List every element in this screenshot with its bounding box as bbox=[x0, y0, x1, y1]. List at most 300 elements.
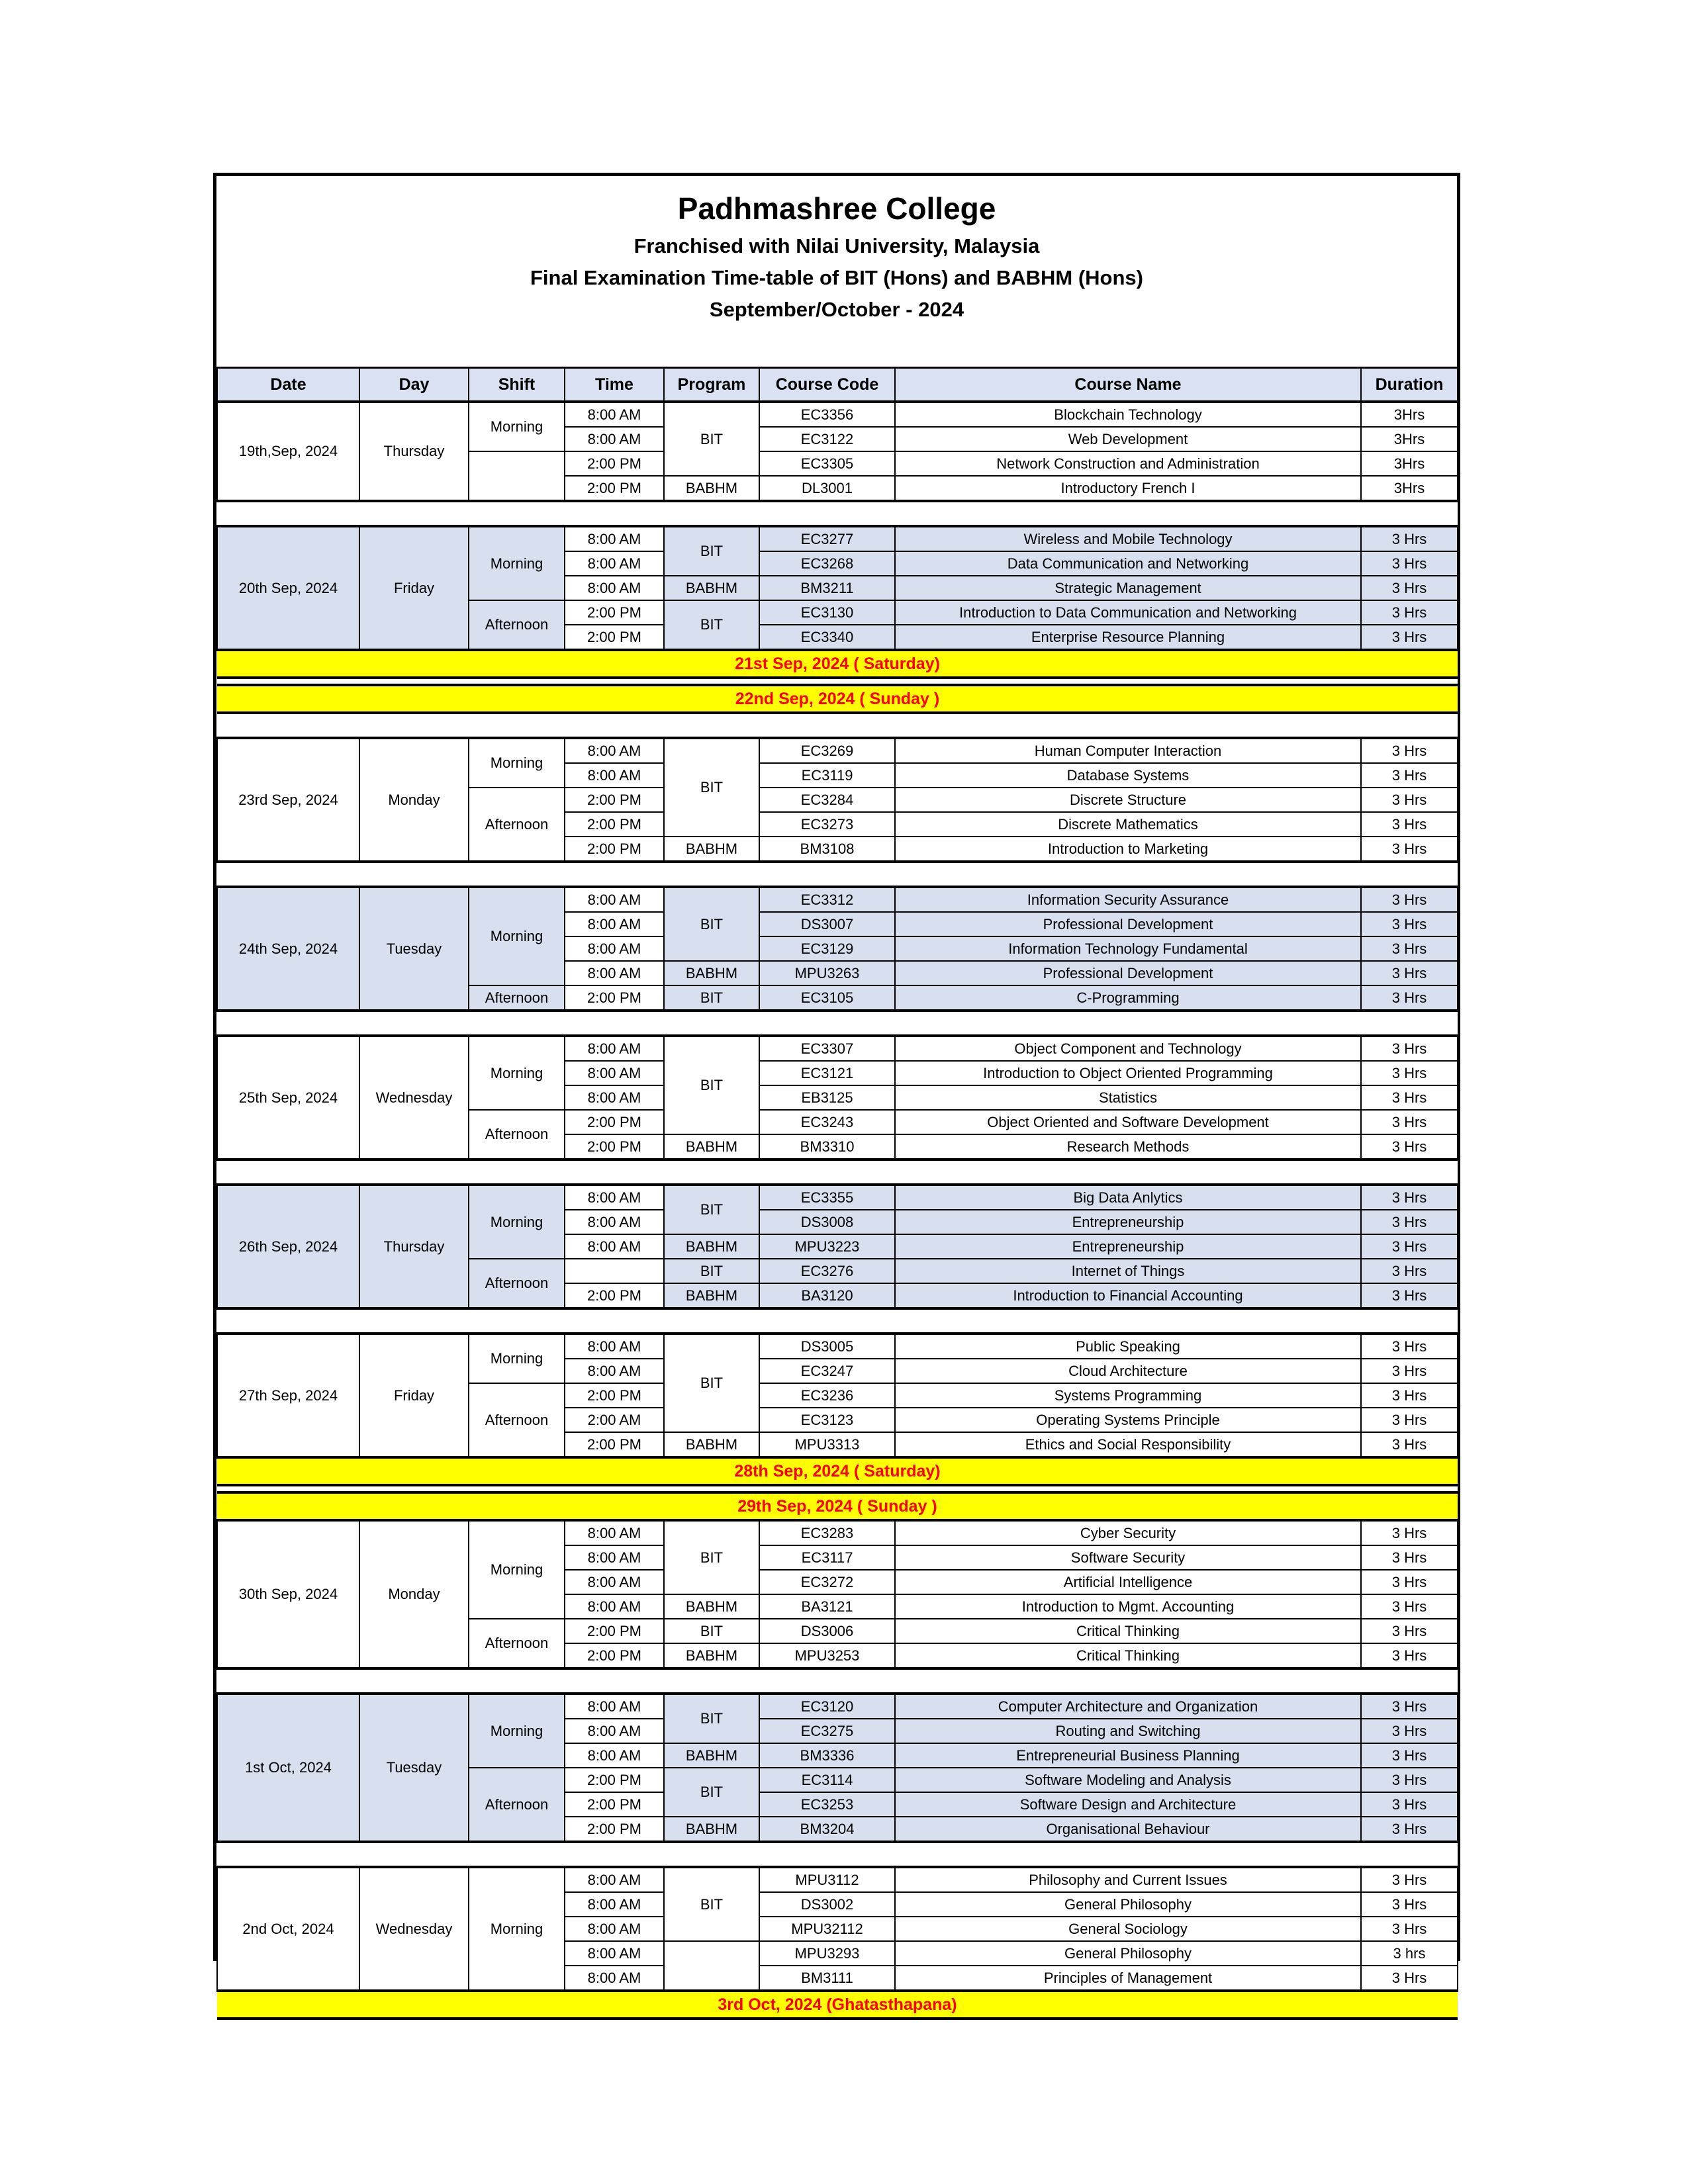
cell-duration: 3 Hrs bbox=[1361, 576, 1458, 600]
cell-course-code: EC3243 bbox=[759, 1110, 895, 1134]
timetable-body bbox=[217, 402, 1458, 2054]
cell-time bbox=[565, 1259, 664, 1283]
exam-row bbox=[217, 738, 1458, 763]
cell-time: 8:00 AM bbox=[565, 1234, 664, 1259]
cell-course-name: Wireless and Mobile Technology bbox=[895, 526, 1361, 551]
cell-course-name: Software Modeling and Analysis bbox=[895, 1768, 1361, 1792]
cell-duration: 3 Hrs bbox=[1361, 1619, 1458, 1643]
cell-time: 8:00 AM bbox=[565, 1061, 664, 1085]
cell-course-code: EC3276 bbox=[759, 1259, 895, 1283]
cell-time: 2:00 PM bbox=[565, 985, 664, 1011]
cell-course-code: BM3204 bbox=[759, 1817, 895, 1842]
cell-date: 24th Sep, 2024 bbox=[217, 887, 359, 1011]
cell-time: 2:00 PM bbox=[565, 1768, 664, 1792]
cell-course-name: Information Security Assurance bbox=[895, 887, 1361, 912]
cell-course-name: Introductory French I bbox=[895, 476, 1361, 501]
cell-time: 8:00 AM bbox=[565, 1966, 664, 1991]
cell-time: 8:00 AM bbox=[565, 551, 664, 576]
cell-duration: 3 Hrs bbox=[1361, 1359, 1458, 1383]
blank-cell bbox=[217, 2019, 1458, 2054]
cell-program: BIT bbox=[664, 1520, 759, 1594]
holiday-row bbox=[217, 1991, 1458, 2019]
spacer-cell bbox=[217, 1160, 1458, 1185]
cell-course-name: Cyber Security bbox=[895, 1520, 1361, 1545]
cell-course-name: Cloud Architecture bbox=[895, 1359, 1361, 1383]
cell-day: Thursday bbox=[359, 1185, 469, 1308]
cell-duration: 3 Hrs bbox=[1361, 1259, 1458, 1283]
cell-time: 2:00 PM bbox=[565, 1619, 664, 1643]
cell-date: 27th Sep, 2024 bbox=[217, 1334, 359, 1457]
cell-time: 8:00 AM bbox=[565, 1594, 664, 1619]
cell-duration: 3 Hrs bbox=[1361, 1185, 1458, 1210]
cell-date: 20th Sep, 2024 bbox=[217, 526, 359, 650]
cell-course-name: Principles of Management bbox=[895, 1966, 1361, 1991]
cell-program: BABHM bbox=[664, 1743, 759, 1768]
cell-program: BIT bbox=[664, 402, 759, 476]
cell-time: 2:00 PM bbox=[565, 837, 664, 862]
column-header: Duration bbox=[1361, 368, 1458, 402]
cell-day: Friday bbox=[359, 1334, 469, 1457]
cell-course-code: EC3117 bbox=[759, 1545, 895, 1570]
cell-duration: 3 Hrs bbox=[1361, 625, 1458, 650]
cell-duration: 3 Hrs bbox=[1361, 1408, 1458, 1432]
cell-time: 2:00 PM bbox=[565, 1817, 664, 1842]
cell-course-code: DL3001 bbox=[759, 476, 895, 501]
cell-program bbox=[664, 1941, 759, 1991]
cell-time: 8:00 AM bbox=[565, 912, 664, 936]
cell-course-code: EC3105 bbox=[759, 985, 895, 1011]
cell-time: 2:00 PM bbox=[565, 788, 664, 812]
cell-time: 8:00 AM bbox=[565, 1892, 664, 1917]
cell-time: 2:00 PM bbox=[565, 625, 664, 650]
cell-course-name: Introduction to Object Oriented Programming bbox=[895, 1061, 1361, 1085]
cell-shift: Morning bbox=[469, 887, 565, 985]
cell-time: 2:00 PM bbox=[565, 1432, 664, 1457]
cell-program: BIT bbox=[664, 1259, 759, 1283]
cell-course-code: EC3356 bbox=[759, 402, 895, 427]
document-sheet bbox=[213, 173, 1460, 2014]
cell-course-name: General Sociology bbox=[895, 1917, 1361, 1941]
cell-time: 2:00 PM bbox=[565, 600, 664, 625]
cell-duration: 3 Hrs bbox=[1361, 1134, 1458, 1160]
cell-course-name: Introduction to Data Communication and Networking bbox=[895, 600, 1361, 625]
cell-course-code: BM3108 bbox=[759, 837, 895, 862]
column-header: Course Code bbox=[759, 368, 895, 402]
cell-duration: 3 Hrs bbox=[1361, 961, 1458, 985]
cell-course-code: EC3273 bbox=[759, 812, 895, 837]
cell-duration: 3 Hrs bbox=[1361, 600, 1458, 625]
spacer-row bbox=[217, 1011, 1458, 1036]
cell-time: 8:00 AM bbox=[565, 1545, 664, 1570]
holiday-label: 28th Sep, 2024 ( Saturday) bbox=[217, 1457, 1458, 1485]
cell-course-code: EC3130 bbox=[759, 600, 895, 625]
cell-program: BABHM bbox=[664, 961, 759, 985]
franchise-line: Franchised with Nilai University, Malaysia bbox=[633, 234, 1040, 257]
cell-time: 8:00 AM bbox=[565, 526, 664, 551]
exam-title-line: Final Examination Time-table of BIT (Hons) and BABHM (Hons) bbox=[530, 266, 1143, 289]
cell-program: BIT bbox=[664, 738, 759, 837]
holiday-label: 21st Sep, 2024 ( Saturday) bbox=[217, 650, 1458, 678]
cell-duration: 3 Hrs bbox=[1361, 1594, 1458, 1619]
column-header: Time bbox=[565, 368, 664, 402]
cell-course-name: Internet of Things bbox=[895, 1259, 1361, 1283]
cell-date: 25th Sep, 2024 bbox=[217, 1036, 359, 1160]
cell-course-name: Computer Architecture and Organization bbox=[895, 1694, 1361, 1719]
cell-day: Friday bbox=[359, 526, 469, 650]
cell-shift: Afternoon bbox=[469, 1110, 565, 1160]
cell-time: 2:00 PM bbox=[565, 1383, 664, 1408]
cell-time: 8:00 AM bbox=[565, 1520, 664, 1545]
cell-program: BIT bbox=[664, 985, 759, 1011]
cell-course-code: MPU3253 bbox=[759, 1643, 895, 1668]
cell-course-name: C-Programming bbox=[895, 985, 1361, 1011]
cell-course-name: Data Communication and Networking bbox=[895, 551, 1361, 576]
college-name: Padhmashree College bbox=[677, 191, 996, 226]
cell-course-code: EC3268 bbox=[759, 551, 895, 576]
cell-program: BIT bbox=[664, 1185, 759, 1234]
session-line: September/October - 2024 bbox=[709, 298, 964, 321]
cell-course-code: BM3336 bbox=[759, 1743, 895, 1768]
cell-time: 2:00 PM bbox=[565, 1643, 664, 1668]
cell-course-code: DS3008 bbox=[759, 1210, 895, 1234]
cell-course-code: EC3275 bbox=[759, 1719, 895, 1743]
cell-course-code: MPU32112 bbox=[759, 1917, 895, 1941]
cell-time: 8:00 AM bbox=[565, 1867, 664, 1892]
cell-duration: 3 Hrs bbox=[1361, 912, 1458, 936]
cell-course-code: EC3307 bbox=[759, 1036, 895, 1061]
cell-course-name: Professional Development bbox=[895, 961, 1361, 985]
cell-course-name: Introduction to Mgmt. Accounting bbox=[895, 1594, 1361, 1619]
cell-duration: 3 Hrs bbox=[1361, 1432, 1458, 1457]
cell-course-name: Blockchain Technology bbox=[895, 402, 1361, 427]
holiday-label: 22nd Sep, 2024 ( Sunday ) bbox=[217, 685, 1458, 713]
timetable bbox=[216, 367, 1458, 2054]
cell-duration: 3 Hrs bbox=[1361, 1694, 1458, 1719]
cell-day: Monday bbox=[359, 738, 469, 862]
cell-shift: Morning bbox=[469, 1036, 565, 1110]
column-header: Date bbox=[217, 368, 359, 402]
cell-course-code: EC3355 bbox=[759, 1185, 895, 1210]
cell-course-code: BM3211 bbox=[759, 576, 895, 600]
cell-date: 19th,Sep, 2024 bbox=[217, 402, 359, 501]
cell-time: 2:00 PM bbox=[565, 1134, 664, 1160]
cell-course-name: Discrete Mathematics bbox=[895, 812, 1361, 837]
cell-course-name: Enterprise Resource Planning bbox=[895, 625, 1361, 650]
holiday-row bbox=[217, 685, 1458, 713]
cell-shift: Afternoon bbox=[469, 1768, 565, 1842]
cell-time: 2:00 PM bbox=[565, 451, 664, 476]
cell-shift: Afternoon bbox=[469, 985, 565, 1011]
cell-course-name: Professional Development bbox=[895, 912, 1361, 936]
cell-course-name: Entrepreneurial Business Planning bbox=[895, 1743, 1361, 1768]
exam-row bbox=[217, 1036, 1458, 1061]
cell-course-name: Software Security bbox=[895, 1545, 1361, 1570]
cell-time: 2:00 PM bbox=[565, 476, 664, 501]
cell-program: BABHM bbox=[664, 1134, 759, 1160]
cell-course-name: General Philosophy bbox=[895, 1892, 1361, 1917]
cell-course-name: Introduction to Marketing bbox=[895, 837, 1361, 862]
cell-program: BIT bbox=[664, 526, 759, 576]
exam-row bbox=[217, 1867, 1458, 1892]
cell-program: BABHM bbox=[664, 837, 759, 862]
cell-course-name: Strategic Management bbox=[895, 576, 1361, 600]
cell-time: 8:00 AM bbox=[565, 1036, 664, 1061]
cell-time: 8:00 AM bbox=[565, 1694, 664, 1719]
exam-row bbox=[217, 1694, 1458, 1719]
cell-course-code: MPU3313 bbox=[759, 1432, 895, 1457]
cell-course-name: Critical Thinking bbox=[895, 1619, 1361, 1643]
exam-row bbox=[217, 1334, 1458, 1359]
cell-time: 8:00 AM bbox=[565, 1743, 664, 1768]
cell-duration: 3 Hrs bbox=[1361, 738, 1458, 763]
cell-course-name: Network Construction and Administration bbox=[895, 451, 1361, 476]
cell-duration: 3Hrs bbox=[1361, 476, 1458, 501]
cell-duration: 3 Hrs bbox=[1361, 837, 1458, 862]
column-header: Program bbox=[664, 368, 759, 402]
cell-course-code: BA3121 bbox=[759, 1594, 895, 1619]
cell-program: BIT bbox=[664, 1619, 759, 1643]
cell-course-code: EB3125 bbox=[759, 1085, 895, 1110]
holiday-row bbox=[217, 1492, 1458, 1520]
cell-course-code: MPU3293 bbox=[759, 1941, 895, 1966]
cell-duration: 3 Hrs bbox=[1361, 1643, 1458, 1668]
cell-course-code: EC3129 bbox=[759, 936, 895, 961]
cell-shift bbox=[469, 451, 565, 501]
cell-shift: Afternoon bbox=[469, 1383, 565, 1457]
cell-course-name: Information Technology Fundamental bbox=[895, 936, 1361, 961]
cell-duration: 3Hrs bbox=[1361, 451, 1458, 476]
cell-program: BIT bbox=[664, 1768, 759, 1817]
cell-course-name: Routing and Switching bbox=[895, 1719, 1361, 1743]
cell-program: BABHM bbox=[664, 1643, 759, 1668]
gap-row bbox=[217, 1485, 1458, 1492]
cell-time: 8:00 AM bbox=[565, 1359, 664, 1383]
cell-duration: 3 Hrs bbox=[1361, 812, 1458, 837]
spacer-row bbox=[217, 1668, 1458, 1694]
cell-course-code: MPU3263 bbox=[759, 961, 895, 985]
cell-shift: Afternoon bbox=[469, 1619, 565, 1668]
cell-course-code: EC3247 bbox=[759, 1359, 895, 1383]
cell-duration: 3 Hrs bbox=[1361, 1383, 1458, 1408]
spacer-cell bbox=[217, 862, 1458, 887]
cell-shift: Morning bbox=[469, 1185, 565, 1259]
cell-course-name: Public Speaking bbox=[895, 1334, 1361, 1359]
cell-duration: 3 Hrs bbox=[1361, 1283, 1458, 1308]
cell-course-name: Web Development bbox=[895, 427, 1361, 451]
cell-time: 8:00 AM bbox=[565, 763, 664, 788]
cell-duration: 3 Hrs bbox=[1361, 1966, 1458, 1991]
cell-duration: 3 Hrs bbox=[1361, 1917, 1458, 1941]
cell-program: BIT bbox=[664, 1334, 759, 1432]
cell-duration: 3 Hrs bbox=[1361, 1792, 1458, 1817]
cell-time: 8:00 AM bbox=[565, 402, 664, 427]
spacer-row bbox=[217, 1308, 1458, 1334]
cell-time: 8:00 AM bbox=[565, 1570, 664, 1594]
cell-course-code: EC3269 bbox=[759, 738, 895, 763]
cell-program: BABHM bbox=[664, 576, 759, 600]
cell-time: 2:00 PM bbox=[565, 1283, 664, 1308]
holiday-label: 3rd Oct, 2024 (Ghatasthapana) bbox=[217, 1991, 1458, 2019]
cell-time: 8:00 AM bbox=[565, 1210, 664, 1234]
cell-course-code: EC3272 bbox=[759, 1570, 895, 1594]
cell-program: BABHM bbox=[664, 1283, 759, 1308]
cell-duration: 3 Hrs bbox=[1361, 1892, 1458, 1917]
spacer-row bbox=[217, 501, 1458, 526]
cell-duration: 3 hrs bbox=[1361, 1941, 1458, 1966]
cell-duration: 3 Hrs bbox=[1361, 788, 1458, 812]
cell-course-name: Human Computer Interaction bbox=[895, 738, 1361, 763]
cell-program: BABHM bbox=[664, 1234, 759, 1259]
cell-course-code: EC3305 bbox=[759, 451, 895, 476]
cell-course-name: Organisational Behaviour bbox=[895, 1817, 1361, 1842]
cell-duration: 3 Hrs bbox=[1361, 1520, 1458, 1545]
cell-date: 30th Sep, 2024 bbox=[217, 1520, 359, 1668]
cell-course-code: MPU3223 bbox=[759, 1234, 895, 1259]
cell-duration: 3 Hrs bbox=[1361, 1768, 1458, 1792]
spacer-row bbox=[217, 1842, 1458, 1867]
cell-day: Wednesday bbox=[359, 1867, 469, 1991]
cell-course-code: DS3007 bbox=[759, 912, 895, 936]
cell-course-code: DS3002 bbox=[759, 1892, 895, 1917]
holiday-label: 29th Sep, 2024 ( Sunday ) bbox=[217, 1492, 1458, 1520]
column-header: Course Name bbox=[895, 368, 1361, 402]
cell-shift: Morning bbox=[469, 738, 565, 788]
exam-row bbox=[217, 526, 1458, 551]
cell-time: 8:00 AM bbox=[565, 1334, 664, 1359]
cell-time: 8:00 AM bbox=[565, 936, 664, 961]
cell-date: 23rd Sep, 2024 bbox=[217, 738, 359, 862]
title-block bbox=[216, 176, 1457, 367]
cell-program: BIT bbox=[664, 1694, 759, 1743]
cell-course-code: DS3006 bbox=[759, 1619, 895, 1643]
cell-course-code: EC3121 bbox=[759, 1061, 895, 1085]
cell-course-code: EC3253 bbox=[759, 1792, 895, 1817]
exam-row bbox=[217, 1185, 1458, 1210]
cell-course-code: EC3114 bbox=[759, 1768, 895, 1792]
cell-duration: 3 Hrs bbox=[1361, 1867, 1458, 1892]
exam-row bbox=[217, 402, 1458, 427]
cell-shift: Afternoon bbox=[469, 788, 565, 862]
gap-cell bbox=[217, 678, 1458, 685]
cell-shift: Morning bbox=[469, 402, 565, 451]
cell-duration: 3 Hrs bbox=[1361, 985, 1458, 1011]
cell-time: 2:00 PM bbox=[565, 1110, 664, 1134]
cell-course-name: Object Oriented and Software Development bbox=[895, 1110, 1361, 1134]
cell-course-name: Artificial Intelligence bbox=[895, 1570, 1361, 1594]
cell-course-code: BM3111 bbox=[759, 1966, 895, 1991]
cell-time: 8:00 AM bbox=[565, 1085, 664, 1110]
cell-duration: 3 Hrs bbox=[1361, 1210, 1458, 1234]
exam-row bbox=[217, 887, 1458, 912]
cell-duration: 3 Hrs bbox=[1361, 551, 1458, 576]
cell-course-name: Statistics bbox=[895, 1085, 1361, 1110]
cell-course-name: Database Systems bbox=[895, 763, 1361, 788]
cell-time: 8:00 AM bbox=[565, 427, 664, 451]
cell-course-code: EC3312 bbox=[759, 887, 895, 912]
cell-course-name: Object Component and Technology bbox=[895, 1036, 1361, 1061]
cell-program: BABHM bbox=[664, 1432, 759, 1457]
cell-time: 8:00 AM bbox=[565, 1185, 664, 1210]
cell-time: 2:00 AM bbox=[565, 1408, 664, 1432]
cell-day: Tuesday bbox=[359, 1694, 469, 1842]
cell-course-code: EC3120 bbox=[759, 1694, 895, 1719]
cell-shift: Afternoon bbox=[469, 600, 565, 650]
gap-row bbox=[217, 678, 1458, 685]
cell-duration: 3 Hrs bbox=[1361, 1570, 1458, 1594]
cell-course-name: Ethics and Social Responsibility bbox=[895, 1432, 1361, 1457]
holiday-row bbox=[217, 650, 1458, 678]
cell-duration: 3 Hrs bbox=[1361, 1036, 1458, 1061]
cell-program: BIT bbox=[664, 1867, 759, 1941]
cell-duration: 3 Hrs bbox=[1361, 1061, 1458, 1085]
timetable-head bbox=[217, 368, 1458, 402]
cell-course-code: EC3284 bbox=[759, 788, 895, 812]
cell-time: 8:00 AM bbox=[565, 887, 664, 912]
cell-time: 8:00 AM bbox=[565, 961, 664, 985]
exam-row bbox=[217, 1520, 1458, 1545]
column-header-row bbox=[217, 368, 1458, 402]
column-header: Shift bbox=[469, 368, 565, 402]
cell-duration: 3Hrs bbox=[1361, 427, 1458, 451]
cell-day: Wednesday bbox=[359, 1036, 469, 1160]
cell-course-code: EC3123 bbox=[759, 1408, 895, 1432]
cell-course-name: Discrete Structure bbox=[895, 788, 1361, 812]
cell-course-code: DS3005 bbox=[759, 1334, 895, 1359]
spacer-cell bbox=[217, 1308, 1458, 1334]
cell-duration: 3 Hrs bbox=[1361, 887, 1458, 912]
spacer-cell bbox=[217, 713, 1458, 738]
cell-course-code: EC3119 bbox=[759, 763, 895, 788]
cell-shift: Morning bbox=[469, 1520, 565, 1619]
cell-day: Thursday bbox=[359, 402, 469, 501]
cell-course-code: BA3120 bbox=[759, 1283, 895, 1308]
column-header: Day bbox=[359, 368, 469, 402]
cell-course-code: EC3340 bbox=[759, 625, 895, 650]
cell-shift: Morning bbox=[469, 1694, 565, 1768]
cell-course-name: Operating Systems Principle bbox=[895, 1408, 1361, 1432]
spacer-row bbox=[217, 713, 1458, 738]
cell-duration: 3Hrs bbox=[1361, 402, 1458, 427]
cell-course-name: Systems Programming bbox=[895, 1383, 1361, 1408]
cell-time: 2:00 PM bbox=[565, 812, 664, 837]
cell-course-name: Entrepreneurship bbox=[895, 1210, 1361, 1234]
cell-duration: 3 Hrs bbox=[1361, 936, 1458, 961]
cell-course-name: Software Design and Architecture bbox=[895, 1792, 1361, 1817]
cell-time: 8:00 AM bbox=[565, 1719, 664, 1743]
spacer-row bbox=[217, 1160, 1458, 1185]
spacer-cell bbox=[217, 501, 1458, 526]
cell-shift: Morning bbox=[469, 1334, 565, 1383]
cell-duration: 3 Hrs bbox=[1361, 1743, 1458, 1768]
cell-duration: 3 Hrs bbox=[1361, 1817, 1458, 1842]
cell-program: BIT bbox=[664, 887, 759, 961]
cell-duration: 3 Hrs bbox=[1361, 1334, 1458, 1359]
spacer-row bbox=[217, 862, 1458, 887]
spacer-cell bbox=[217, 1011, 1458, 1036]
cell-course-name: Introduction to Financial Accounting bbox=[895, 1283, 1361, 1308]
cell-program: BABHM bbox=[664, 476, 759, 501]
cell-date: 2nd Oct, 2024 bbox=[217, 1867, 359, 1991]
cell-day: Tuesday bbox=[359, 887, 469, 1011]
cell-program: BABHM bbox=[664, 1817, 759, 1842]
cell-course-name: Research Methods bbox=[895, 1134, 1361, 1160]
cell-course-code: MPU3112 bbox=[759, 1867, 895, 1892]
cell-shift: Morning bbox=[469, 526, 565, 600]
cell-duration: 3 Hrs bbox=[1361, 526, 1458, 551]
cell-shift: Morning bbox=[469, 1867, 565, 1991]
cell-date: 1st Oct, 2024 bbox=[217, 1694, 359, 1842]
cell-course-name: Philosophy and Current Issues bbox=[895, 1867, 1361, 1892]
